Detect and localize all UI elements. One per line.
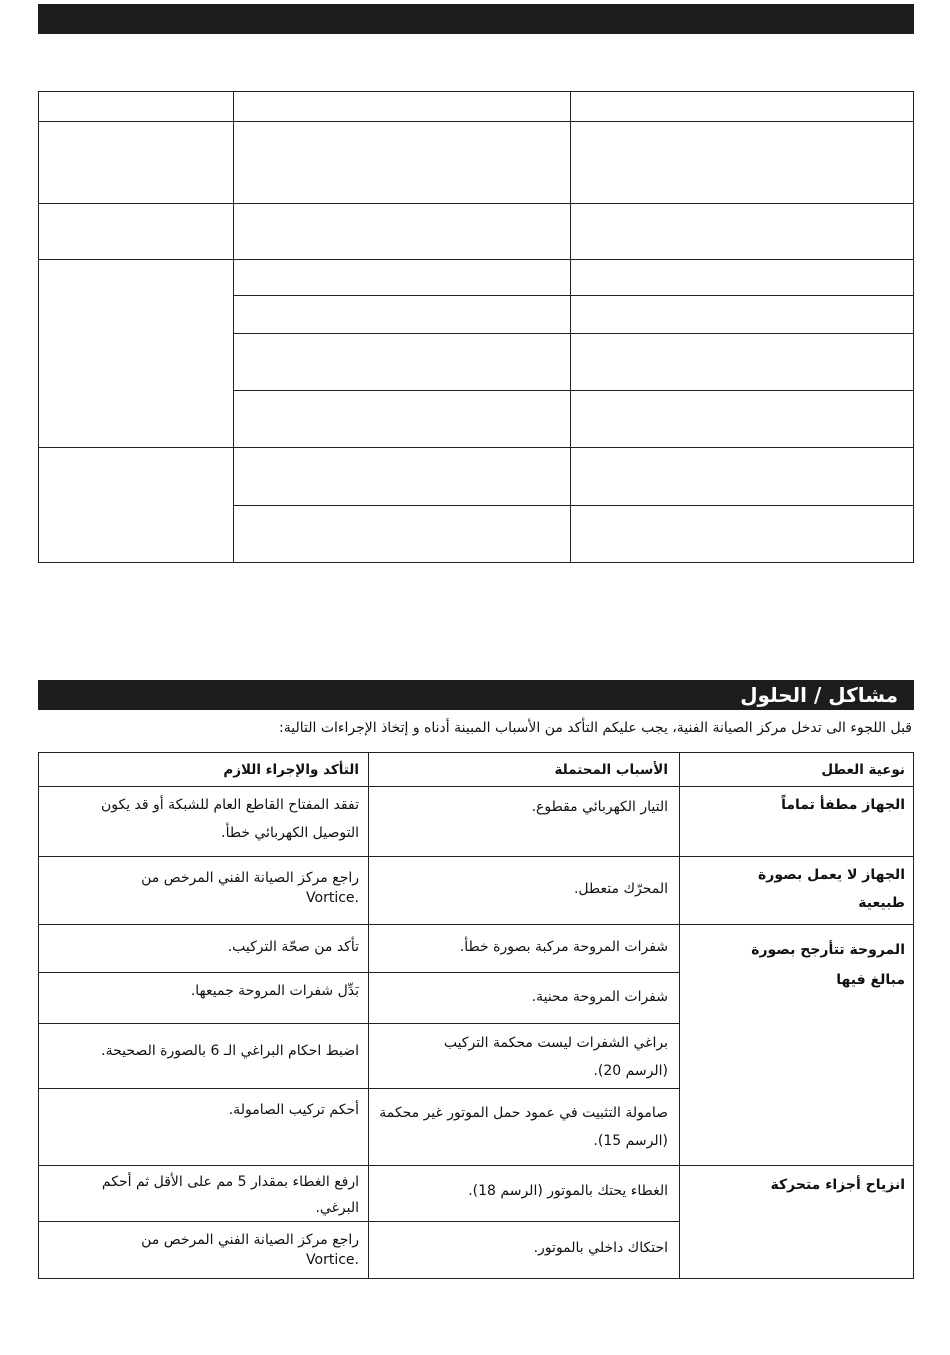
cause-cell: براغي الشفرات ليست محكمة التركيب (الرسم 20). — [443, 1035, 668, 1079]
empty-table-grid — [38, 91, 914, 563]
troubleshooting-table — [38, 752, 914, 1279]
cause-cell: شفرات المروحة محنية. — [531, 989, 668, 1005]
solution-text: راجع مركز الصيانة الفني المرخص من — [141, 870, 359, 886]
cause-cell: الغطاء يحتك بالموتور (الرسم 18). — [468, 1183, 668, 1199]
solution-cell: تفقد المفتاح القاطع العام للشبكة أو قد يكون التوصيل الكهربائي خطأ. — [100, 797, 359, 841]
solution-cell — [79, 1230, 359, 1270]
solution-text: راجع مركز الصيانة الفني المرخص من — [141, 1232, 359, 1248]
cause-cell: المحرّك متعطل. — [573, 881, 668, 897]
cause-cell: صامولة التثبيت في عمود حمل الموتور غير محكمة (الرسم 15). — [379, 1105, 668, 1149]
problem-cell: الجهاز لا يعمل بصورة طبيعية — [758, 867, 905, 911]
solution-cell: بَدِّل شفرات المروحة جميعها. — [190, 983, 359, 999]
header-cause: الأسباب المحتملة — [554, 762, 668, 778]
problem-cell: المروحة تتأرجح بصورة مبالغ فيها — [751, 942, 905, 988]
solution-cell: أحكم تركيب الصامولة. — [228, 1102, 359, 1118]
header-problem: نوعية العطل — [821, 762, 905, 778]
cause-cell: شفرات المروحة مركبة بصورة خطأ. — [459, 939, 668, 955]
problem-cell: الجهاز مطفأ تماماً — [781, 797, 905, 813]
problem-cell: انزياح أجزاء متحركة — [770, 1177, 905, 1193]
solution-cell: ارفع الغطاء بمقدار 5 مم على الأقل ثم أحكم البرغي. — [101, 1174, 359, 1216]
header-solution: التأكد والإجراء اللازم — [223, 762, 359, 778]
cause-cell: احتكاك داخلي بالموتور. — [533, 1240, 668, 1256]
intro-text: قبل اللجوء الى تدخل مركز الصيانة الفنية، يجب عليكم التأكد من الأسباب المبينة أدناه و إتخاذ الإجراءات التالية: — [279, 720, 912, 736]
solution-cell: تأكد من صحّة التركيب. — [227, 939, 359, 955]
cause-cell: التيار الكهربائي مقطوع. — [531, 799, 668, 815]
solution-cell: اضبط احكام البراغي الـ 6 بالصورة الصحيحة. — [101, 1043, 359, 1059]
section-title: مشاكل / الحلول — [740, 683, 898, 707]
solution-cell — [79, 868, 359, 908]
brand-name: Vortice. — [306, 890, 359, 906]
top-header-bar — [38, 4, 914, 34]
brand-name: Vortice. — [306, 1252, 359, 1268]
section-header-bar — [38, 680, 914, 710]
